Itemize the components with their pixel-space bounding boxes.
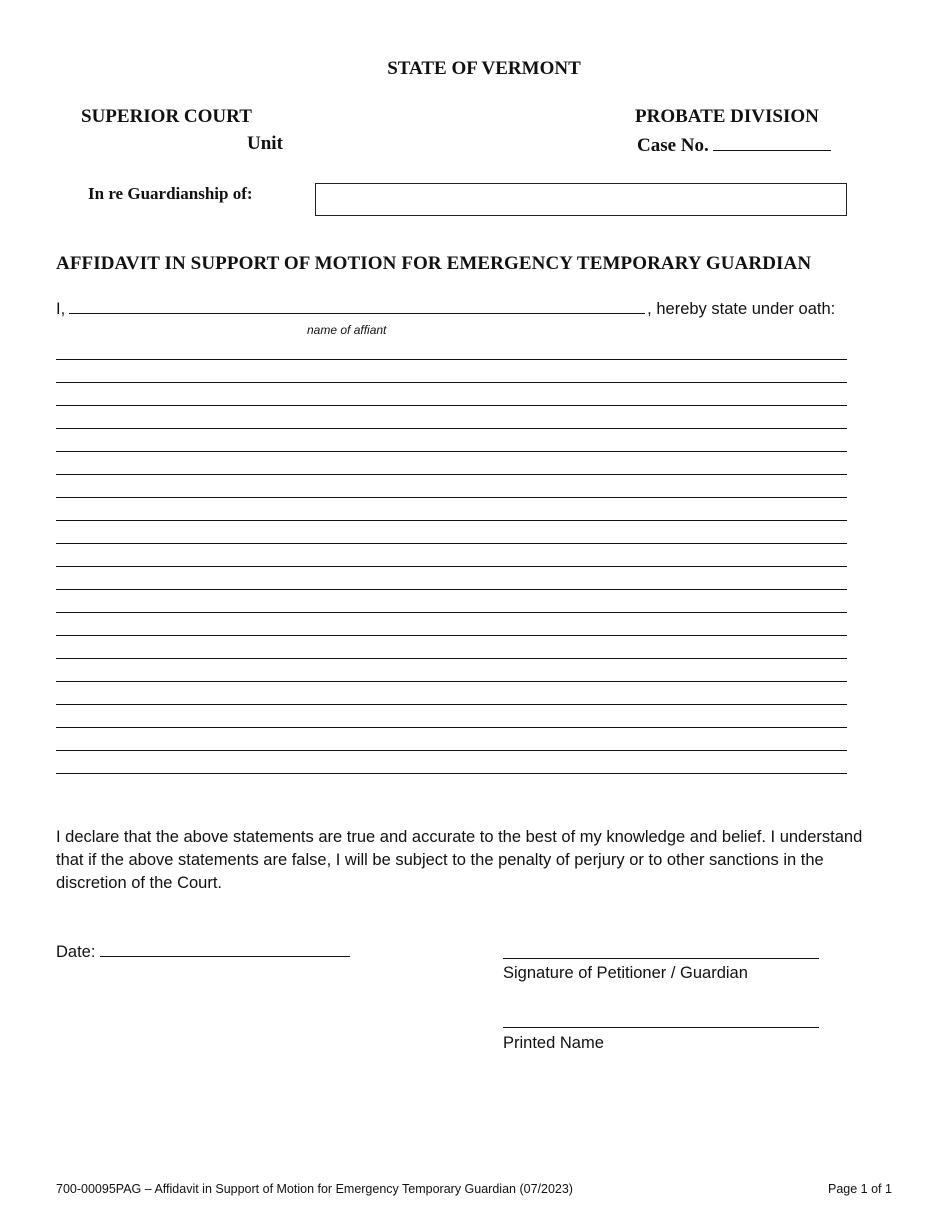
signature-field[interactable] (503, 958, 819, 959)
unit-label: Unit (247, 133, 283, 154)
affiant-name-hint: name of affiant (307, 323, 387, 337)
court-name: SUPERIOR COURT (81, 106, 252, 127)
date-label: Date: (56, 943, 96, 961)
form-title: AFFIDAVIT IN SUPPORT OF MOTION FOR EMERGENCY TEMPORARY GUARDIAN (56, 253, 812, 274)
oath-suffix: , hereby state under oath: (647, 300, 836, 318)
statement-line[interactable] (56, 681, 847, 682)
statement-line[interactable] (56, 704, 847, 705)
case-number (637, 133, 831, 157)
statement-line[interactable] (56, 612, 847, 613)
division-name: PROBATE DIVISION (635, 106, 819, 127)
state-title: STATE OF VERMONT (387, 58, 581, 79)
statement-line[interactable] (56, 474, 847, 475)
statement-line[interactable] (56, 497, 847, 498)
signature-label: Signature of Petitioner / Guardian (503, 964, 748, 982)
printed-name-label: Printed Name (503, 1034, 604, 1052)
statement-line[interactable] (56, 543, 847, 544)
footer-form-id: 700-00095PAG – Affidavit in Support of Motion for Emergency Temporary Guardian (07/2023) (56, 1182, 573, 1196)
footer-page-number: Page 1 of 1 (828, 1182, 892, 1196)
printed-name-field[interactable] (503, 1027, 819, 1028)
statement-line[interactable] (56, 727, 847, 728)
statement-line[interactable] (56, 359, 847, 360)
statement-line[interactable] (56, 773, 847, 774)
statement-line[interactable] (56, 405, 847, 406)
statement-line[interactable] (56, 382, 847, 383)
statement-line[interactable] (56, 451, 847, 452)
guardianship-name-field[interactable] (315, 183, 847, 216)
case-number-label: Case No. (637, 135, 709, 156)
affiant-name-field[interactable] (69, 299, 645, 314)
date-row (56, 942, 350, 962)
statement-line[interactable] (56, 750, 847, 751)
statement-line[interactable] (56, 428, 847, 429)
oath-prefix: I, (56, 300, 66, 318)
guardianship-label: In re Guardianship of: (88, 184, 253, 203)
statement-line[interactable] (56, 658, 847, 659)
case-number-field[interactable] (713, 133, 831, 151)
oath-statement (56, 299, 856, 319)
statement-line[interactable] (56, 635, 847, 636)
statement-line[interactable] (56, 566, 847, 567)
statement-line[interactable] (56, 589, 847, 590)
date-field[interactable] (100, 942, 350, 957)
statement-line[interactable] (56, 520, 847, 521)
declaration-text: I declare that the above statements are true and accurate to the best of my knowledge and belief. I understand that if the above statements are false, I will be subject to the penalty of perjury or to other sanctions in the discretion of the Court. (56, 828, 863, 892)
